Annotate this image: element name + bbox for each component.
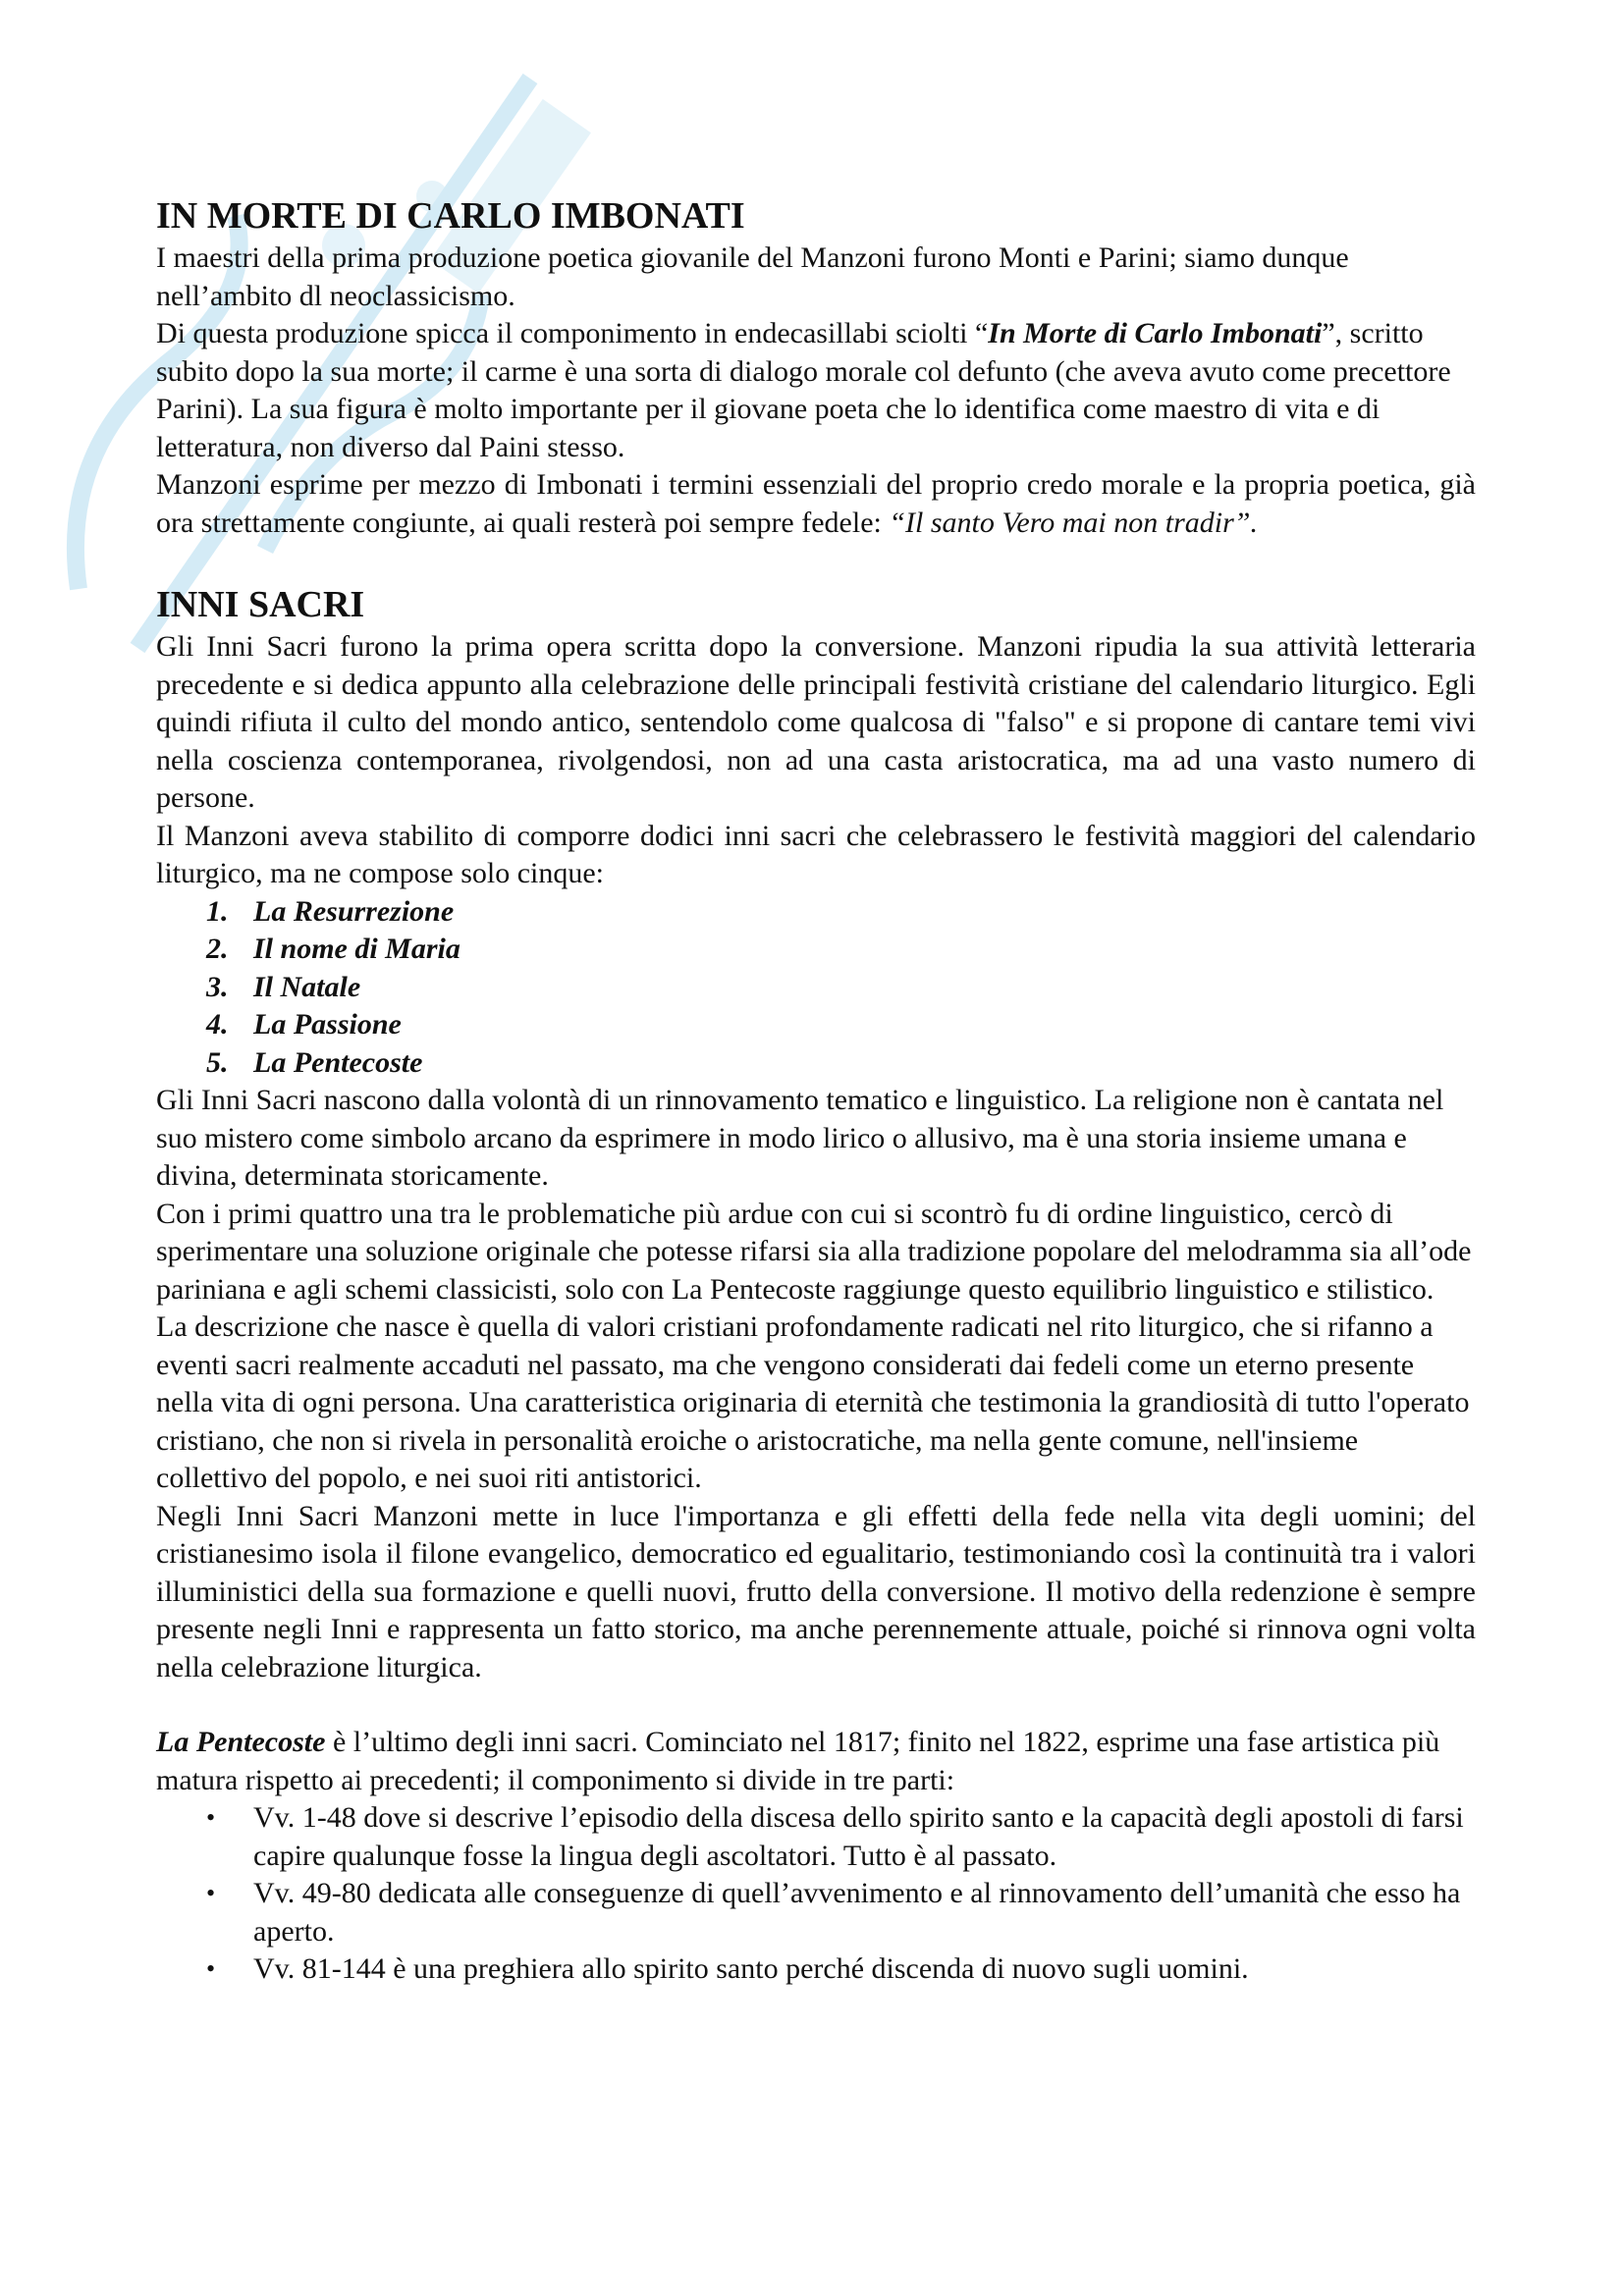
paragraph: La descrizione che nasce è quella di valori cristiani profondamente radicati nel rito liturgico, che si rifanno a eventi sacri realmente accaduti nel passato, ma che vengono considerati dai fedeli come un eterno presente nella vita di ogni persona. Una caratteristica originaria di eternità che testimonia la grandiosità di tutto l'operato cristiano, che non si rivela in personalità eroiche o aristocratiche, ma nella gente comune, nell'insieme collettivo del popolo, e nei suoi riti antistorici. — [156, 1310, 1470, 1494]
section-title-inni-sacri: INNI SACRI — [156, 584, 365, 625]
paragraph: La Pentecoste è l’ultimo degli inni sacri. Cominciato nel 1817; finito nel 1822, esprime una fase artistica più matura rispetto ai precedenti; il componimento si divide in tre parti: — [156, 1726, 1440, 1796]
paragraph: I maestri della prima produzione poetica giovanile del Manzoni furono Monti e Parini; siamo dunque nell’ambito dl neoclassicismo. — [156, 241, 1349, 312]
document-page — [156, 192, 1476, 1989]
list-item: • Vv. 49-80 dedicata alle conseguenze di quell’avvenimento e al rinnovamento dell’umanità che esso ha aperto. — [206, 1877, 1461, 1948]
paragraph: Di questa produzione spicca il componimento in endecasillabi sciolti “In Morte di Carlo Imbonati”, scritto subito dopo la sua morte; il carme è una sorta di dialogo morale col defunto (che aveva avuto come precettore Parini). La sua figura è molto importante per il giovane poeta che lo identifica come maestro di vita e di letteratura, non diverso dal Paini stesso. — [156, 317, 1451, 463]
bullet-icon: • — [206, 1954, 216, 1983]
paragraph: Con i primi quattro una tra le problematiche più ardue con cui si scontrò fu di ordine linguistico, cercò di sperimentare una soluzione originale che potesse rifarsi sia alla tradizione popolare del melodramma sia all’ode pariniana e agli schemi classicisti, solo con La Pentecoste raggiunge questo equilibrio linguistico e stilistico. — [156, 1197, 1472, 1306]
bullet-icon: • — [206, 1879, 216, 1907]
bullet-icon: • — [206, 1803, 216, 1832]
list-item: 5. La Pentecoste — [206, 1045, 423, 1079]
section-title-imbonati: IN MORTE DI CARLO IMBONATI — [156, 195, 745, 237]
spacer — [156, 1686, 1476, 1724]
list-item: • Vv. 1-48 dove si descrive l’episodio della discesa dello spirito santo e la capacità degli apostoli di farsi capire qualunque fosse la lingua degli ascoltatori. Tutto è al passato. — [206, 1801, 1464, 1872]
paragraph: Gli Inni Sacri furono la prima opera scritta dopo la conversione. Manzoni ripudia la sua attività letteraria precedente e si dedica appunto alla celebrazione delle principali festività cristiane del calendario liturgico. Egli quindi rifiuta il culto del mondo antico, sentendolo come qualcosa di "falso" e si propone di cantare temi vivi nella coscienza contemporanea, rivolgendosi, non ad una casta aristocratica, ma ad una vasto numero di persone. — [156, 630, 1476, 814]
paragraph: Gli Inni Sacri nascono dalla volontà di un rinnovamento tematico e linguistico. La religione non è cantata nel suo mistero come simbolo arcano da esprimere in modo lirico o allusivo, ma è una storia insieme umana e divina, determinata storicamente. — [156, 1084, 1444, 1192]
parts-list — [156, 1799, 1476, 1989]
quote: “Il santo Vero mai non tradir”. — [889, 506, 1258, 539]
hymn-list — [156, 893, 1476, 1083]
list-item: 3. Il Natale — [206, 970, 361, 1003]
list-item: 1. La Resurrezione — [206, 894, 455, 928]
paragraph: Negli Inni Sacri Manzoni mette in luce l'importanza e gli effetti della fede nella vita degli uomini; del cristianesimo isola il filone evangelico, democratico ed egualitario, testimoniando così la continuità tra i valori illuministici della sua formazione e quelli nuovi, frutto della conversione. Il motivo della redenzione è sempre presente negli Inni e rappresenta un fatto storico, ma anche perennemente attuale, poiché si rinnova ogni volta nella celebrazione liturgica. — [156, 1499, 1476, 1683]
list-item: 2. Il nome di Maria — [206, 933, 460, 965]
paragraph: Il Manzoni aveva stabilito di comporre dodici inni sacri che celebrassero le festività maggiori del calendario liturgico, ma ne compose solo cinque: — [156, 819, 1476, 889]
list-item: 4. La Passione — [206, 1008, 402, 1041]
paragraph: Manzoni esprime per mezzo di Imbonati i termini essenziali del proprio credo morale e la propria poetica, già ora strettamente congiunte, ai quali resterà poi sempre fedele: “Il santo Vero mai non tradir”. — [156, 468, 1476, 539]
list-item: • Vv. 81-144 è una preghiera allo spirito santo perché discenda di nuovo sugli uomini. — [253, 1950, 1476, 1989]
